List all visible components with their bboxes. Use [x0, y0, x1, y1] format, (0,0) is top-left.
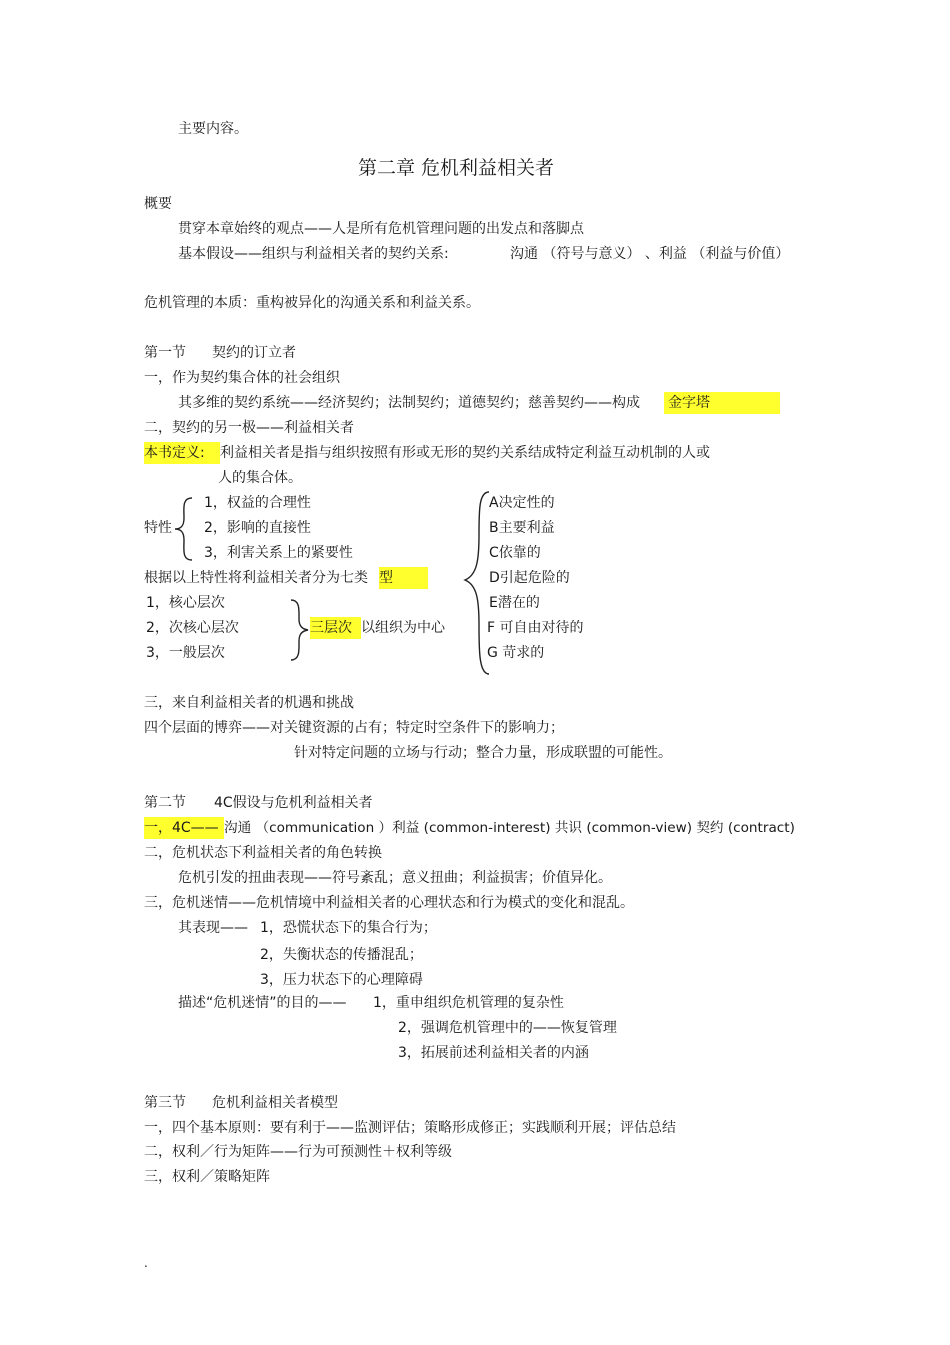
section3-item2: 二，权利／行为矩阵——行为可预测性＋权利等级 [144, 1144, 452, 1160]
section2-number: 第二节 [144, 795, 186, 811]
definition-text-line2: 人的集合体。 [218, 470, 302, 486]
trait-item-2: 2，影响的直接性 [204, 520, 311, 536]
type-item-f: F 可自由对待的 [487, 620, 584, 636]
expression-label: 其表现—— [178, 920, 248, 936]
expression-item-1: 1，恐慌状态下的集合行为； [260, 920, 437, 936]
type-item-b: B主要利益 [489, 520, 555, 536]
footer-mark: . [144, 1256, 148, 1270]
section1-item3: 三，来自利益相关者的机遇和挑战 [144, 695, 354, 711]
type-item-d: D引起危险的 [489, 570, 570, 586]
level-item-2: 2，次核心层次 [146, 620, 239, 636]
overview-heading: 概要 [144, 196, 172, 212]
overview-line2a: 基本假设——组织与利益相关者的契约关系: [178, 246, 449, 262]
section2-title: 4C假设与危机利益相关者 [214, 795, 373, 811]
expression-item-3: 3，压力状态下的心理障碍 [260, 972, 423, 988]
level-item-3: 3，一般层次 [146, 645, 225, 661]
expression-item-2: 2，失衡状态的传播混乱； [260, 947, 423, 963]
classify-highlight: 型 [379, 567, 428, 589]
section1-item3-line2: 针对特定问题的立场与行动；整合力量，形成联盟的可能性。 [294, 745, 672, 761]
definition-text-line1: 利益相关者是指与组织按照有形或无形的契约关系结成特定利益互动机制的人或 [220, 445, 710, 461]
purpose-item-2: 2，强调危机管理中的——恢复管理 [398, 1020, 617, 1036]
traits-brace-icon [172, 496, 196, 562]
trait-item-3: 3，利害关系上的紧要性 [204, 545, 353, 561]
section1-item3-line1: 四个层面的博弈——对关键资源的占有；特定时空条件下的影响力； [144, 720, 564, 736]
section3-item3: 三，权利／策略矩阵 [144, 1169, 270, 1185]
type-item-c: C依靠的 [489, 545, 541, 561]
purpose-item-3: 3，拓展前述利益相关者的内涵 [398, 1045, 589, 1061]
purpose-label: 描述“危机迷情”的目的—— [178, 995, 347, 1011]
pyramid-highlight: 金字塔 [664, 392, 780, 414]
section2-item2: 二，危机状态下利益相关者的角色转换 [144, 845, 382, 861]
traits-label: 特性 [144, 520, 172, 536]
levels-note: 以组织为中心 [361, 620, 445, 636]
levels-brace-icon [288, 598, 312, 662]
section2-item3: 三，危机迷情——危机情境中利益相关者的心理状态和行为模式的变化和混乱。 [144, 895, 634, 911]
section1-item2: 二，契约的另一极——利益相关者 [144, 420, 354, 436]
classify-text: 根据以上特性将利益相关者分为七类 [144, 570, 368, 586]
type-item-a: A决定性的 [489, 495, 555, 511]
section1-title: 契约的订立者 [212, 345, 296, 361]
definition-label: 本书定义: [144, 442, 220, 464]
type-item-g: G 苛求的 [487, 645, 545, 661]
section1-item1: 一，作为契约集合体的社会组织 [144, 370, 340, 386]
trait-item-1: 1，权益的合理性 [204, 495, 311, 511]
overview-line2b: 沟通 （符号与意义） 、利益 （利益与价值） [510, 246, 790, 262]
section3-item1: 一，四个基本原则：要有利于——监测评估；策略形成修正；实践顺利开展；评估总结 [144, 1120, 676, 1136]
chapter-title: 第二章 危机利益相关者 [358, 157, 555, 179]
section3-title: 危机利益相关者模型 [212, 1095, 338, 1111]
section1-item1-detail: 其多维的契约系统——经济契约；法制契约；道德契约；慈善契约——构成 [178, 395, 640, 411]
level-item-1: 1，核心层次 [146, 595, 225, 611]
4c-highlight: 一，4C—— [144, 817, 224, 839]
levels-highlight: 三层次 [310, 617, 361, 639]
section2-item2-detail: 危机引发的扭曲表现——符号紊乱；意义扭曲；利益损害；价值异化。 [178, 870, 612, 886]
purpose-item-1: 1，重申组织危机管理的复杂性 [373, 995, 564, 1011]
section1-number: 第一节 [144, 345, 186, 361]
essence-line: 危机管理的本质：重构被异化的沟通关系和利益关系。 [144, 295, 480, 311]
section3-number: 第三节 [144, 1095, 186, 1111]
intro-text: 主要内容。 [178, 121, 248, 137]
type-item-e: E潜在的 [489, 595, 540, 611]
overview-line1: 贯穿本章始终的观点——人是所有危机管理问题的出发点和落脚点 [178, 221, 584, 237]
4c-items: 沟通 （communication ）利益 (common-interest) 共识 (common-view) 契约 (contract) [224, 820, 795, 836]
